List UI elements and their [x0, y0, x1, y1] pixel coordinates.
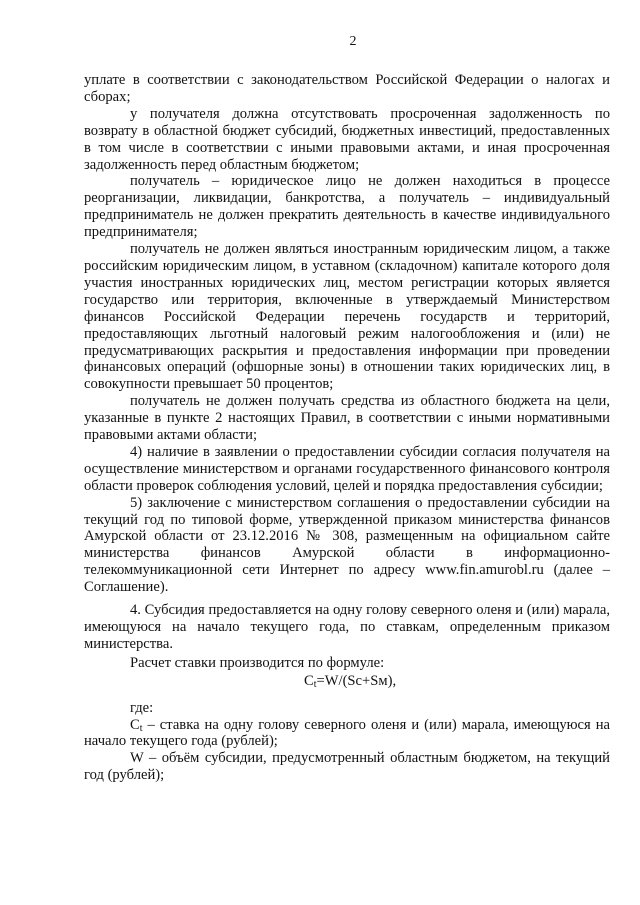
definition-symbol: W [130, 750, 144, 767]
formula-rhs: =W/(Sc+Sм), [316, 672, 397, 689]
definition [84, 750, 610, 784]
paragraph: 4. Субсидия предоставляется на одну голову северного оленя и (или) марала, имеющуюся на начало текущего года, по ставкам, определенным приказом министерства. [84, 602, 610, 652]
paragraph: у получателя должна отсутствовать просроченная задолженность по возврату в областной бюджет субсидий, бюджетных инвестиций, предоставленных в том числе в соответствии с иными правовыми актами, и иная просроченная задолженность перед областным бюджетом; [84, 105, 610, 173]
definition-symbol-sub: t [139, 722, 143, 734]
paragraph: получатель не должен получать средства из областного бюджета на цели, указанные в пункте 2 настоящих Правил, в соответствии с иными нормативными правовыми актами области; [84, 393, 610, 444]
definition [84, 717, 610, 751]
formula-intro: Расчет ставки производится по формуле: [130, 654, 385, 671]
formula-lhs: C [304, 672, 314, 689]
document-body [84, 72, 610, 784]
paragraph: уплате в соответствии с законодательством Российской Федерации о налогах и сборах; [84, 72, 610, 105]
paragraph: получатель – юридическое лицо не должен находиться в процессе реорганизации, ликвидации, банкротства, а получатель – индивидуальный предприниматель не должен прекратить деятельность в качестве индивидуального предпринимателя; [84, 173, 610, 241]
definition-text: – объём субсидии, предусмотренный областным бюджетом, на текущий год (рублей); [84, 750, 610, 784]
definition-symbol: C [130, 716, 140, 733]
definition-text: – ставка на одну голову северного оленя и (или) марала, имеющуюся на начало текущего года (рублей); [84, 716, 610, 750]
formula-lhs-sub: t [313, 678, 317, 690]
paragraph: получатель не должен являться иностранным юридическим лицом, а также российским юридическим лицом, в уставном (складочном) капитале которого доля участия иностранных юридических лиц, местом регистрации которых является государство или территория, включенные в утверждаемый Министерством финансов Российской Федерации перечень государств и территорий, предоставляющих льготный налоговый режим налогообложения и (или) не предусматривающих раскрытия и предоставления информации при проведении финансовых операций (офшорные зоны) в отношении таких юридических лиц, в совокупности превышает 50 процентов; [84, 241, 610, 393]
page-number: 2 [349, 34, 357, 49]
paragraph: 4) наличие в заявлении о предоставлении субсидии согласия получателя на осуществление министерством и органами государственного финансового контроля области проверок соблюдения условий, целей и порядка предоставления субсидии; [84, 443, 610, 494]
where-label: где: [130, 699, 154, 716]
formula [84, 673, 610, 690]
paragraph: 5) заключение с министерством соглашения о предоставлении субсидии на текущий год по типовой форме, утвержденной приказом министерства финансов Амурской области от 23.12.2016 № 308, размещенным на официальном сайте министерства финансов Амурской области в информационно-телекоммуникационной сети Интернет по адресу www.fin.amurobl.ru (далее – Соглашение). [84, 494, 610, 596]
